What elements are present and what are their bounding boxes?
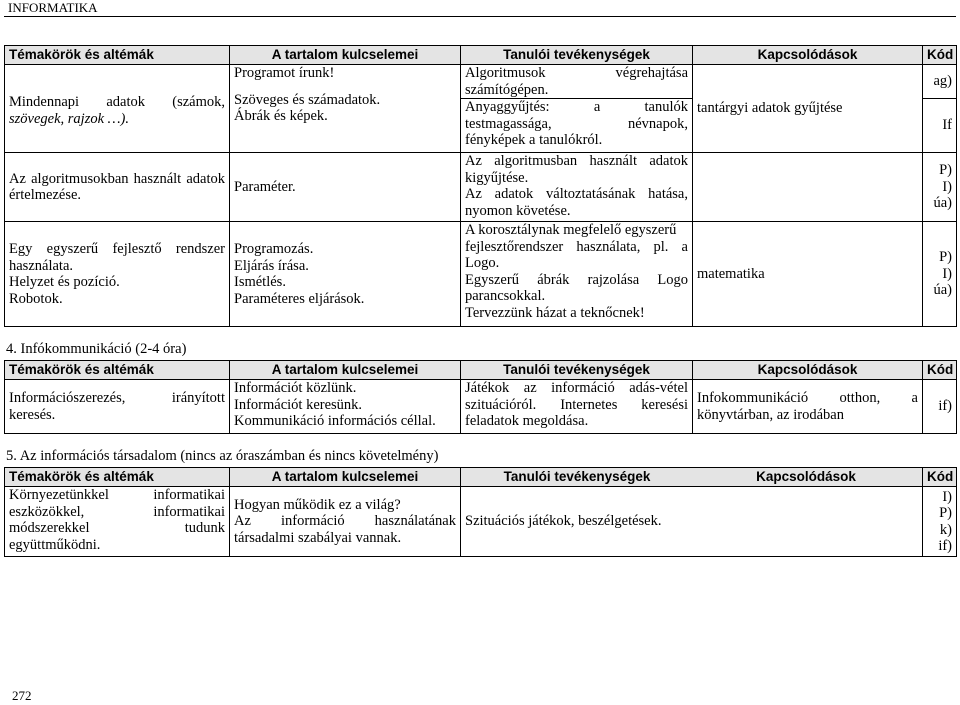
- table-header-row: [5, 468, 957, 487]
- code-line: P) I): [939, 162, 952, 195]
- table-header-row: [5, 361, 957, 380]
- topic-line: keresés.: [9, 406, 56, 423]
- links-line: Infokommunikáció otthon, a: [697, 390, 918, 406]
- content-line: Információt közlünk.: [234, 380, 357, 396]
- col-header-activities-links: [461, 468, 923, 487]
- links-cell: [693, 153, 923, 222]
- activity-line: fejlesztőrendszer használata, pl. a: [465, 238, 688, 255]
- code-cell: [923, 99, 957, 153]
- topic-line: használata.: [9, 257, 74, 274]
- topic-line: eszközökkel, informatikai: [9, 503, 225, 520]
- code-cell: [923, 222, 957, 327]
- topic-line: Egy egyszerű fejlesztő rendszer: [9, 241, 225, 257]
- content-line: Paraméteres eljárások.: [234, 290, 365, 307]
- activity-line: Egyszerű ábrák rajzolása Logo: [465, 271, 688, 288]
- code-text: ag): [933, 73, 952, 90]
- links-text: matematika: [697, 265, 765, 282]
- activity-line: feladatok megoldása.: [465, 413, 589, 429]
- links-cell: [693, 380, 923, 434]
- code-line: k): [939, 521, 952, 538]
- code-line: I) P): [939, 488, 952, 521]
- code-line: úa): [933, 282, 952, 299]
- activity-line: Anyaggyűjtés: a tanulók: [465, 99, 688, 115]
- table-row: [5, 380, 957, 434]
- col-header-code: Kód: [923, 468, 957, 487]
- curriculum-table-3: [4, 467, 957, 557]
- activity-line: parancsokkal.: [465, 288, 546, 304]
- code-text: If: [942, 117, 952, 134]
- activity-line: Tervezzünk házat a teknőcnek!: [465, 304, 645, 321]
- col-header-topics: Témakörök és altémák: [5, 46, 230, 65]
- activities-cell: [461, 380, 693, 434]
- col-header-content: A tartalom kulcselemei: [230, 361, 461, 380]
- page-number: 272: [12, 688, 32, 703]
- content-line: Ismétlés.: [234, 274, 286, 290]
- activity-line: Algoritmusok végrehajtása: [465, 65, 688, 81]
- content-cell: [230, 222, 461, 327]
- col-header-activities: Tanulói tevékenységek: [503, 469, 651, 484]
- topic-line: Robotok.: [9, 290, 63, 307]
- curriculum-table-1: [4, 45, 957, 327]
- col-header-content: A tartalom kulcselemei: [230, 46, 461, 65]
- topic-cell: [5, 65, 230, 153]
- code-cell: [923, 487, 957, 557]
- content-line: Programozás.: [234, 241, 314, 257]
- topic-line: együttműködni.: [9, 536, 101, 553]
- content-line: Információt keresünk.: [234, 396, 363, 413]
- col-header-links: Kapcsolódások: [693, 361, 923, 380]
- table-row: [5, 222, 957, 327]
- topic-cell: [5, 380, 230, 434]
- activities-cell: [461, 222, 693, 327]
- code-line: P) I): [939, 249, 952, 282]
- activity-line: Az adatok változtatásának hatása,: [465, 186, 688, 202]
- col-header-code: Kód: [923, 361, 957, 380]
- activities-cell: [461, 65, 693, 99]
- col-header-activities: Tanulói tevékenységek: [461, 46, 693, 65]
- code-line: if): [938, 538, 952, 554]
- activities-cell: [461, 99, 693, 153]
- content-line: Paraméter.: [234, 178, 296, 195]
- topic-cell: [5, 487, 230, 557]
- topic-line: Környezetünkkel informatikai: [9, 487, 225, 503]
- links-cell: [693, 65, 923, 153]
- page-header-title: INFORMATIKA: [8, 0, 98, 15]
- code-line: úa): [933, 195, 952, 212]
- activity-line: testmagassága, névnapok,: [465, 115, 688, 132]
- activity-line: számítógépen.: [465, 81, 549, 98]
- col-header-activities: Tanulói tevékenységek: [461, 361, 693, 380]
- activity-line: Játékok az információ adás-vétel: [465, 380, 688, 396]
- topic-cell: [5, 222, 230, 327]
- code-cell: [923, 153, 957, 222]
- activities-cell: [461, 153, 693, 222]
- curriculum-table-2: [4, 360, 957, 434]
- section-4-title: 4. Infókommunikáció (2-4 óra): [6, 341, 187, 357]
- content-cell: [230, 153, 461, 222]
- links-cell: [693, 222, 923, 327]
- code-cell: [923, 380, 957, 434]
- content-cell: [230, 65, 461, 153]
- activity-line: kigyűjtése.: [465, 169, 529, 186]
- content-line: társadalmi szabályai vannak.: [234, 529, 402, 546]
- activities-text: Szituációs játékok, beszélgetések.: [465, 513, 662, 530]
- content-line: Hogyan működik ez a világ?: [234, 496, 401, 513]
- topic-line: Helyzet és pozíció.: [9, 274, 120, 290]
- content-line: Kommunikáció információs céllal.: [234, 413, 436, 429]
- activity-line: fényképek a tanulókról.: [465, 132, 603, 148]
- col-header-content: A tartalom kulcselemei: [230, 468, 461, 487]
- col-header-topics: Témakörök és altémák: [5, 468, 230, 487]
- activities-cell: [461, 487, 923, 557]
- code-text: if): [938, 398, 952, 415]
- content-line: Eljárás írása.: [234, 257, 309, 274]
- section-5-title: 5. Az információs társadalom (nincs az óraszámban és nincs követelmény): [6, 448, 439, 464]
- col-header-code: Kód: [923, 46, 957, 65]
- content-cell: [230, 380, 461, 434]
- activity-line: szituációról. Internetes keresési: [465, 396, 688, 413]
- col-header-links: Kapcsolódások: [756, 469, 856, 484]
- table-row: [5, 65, 957, 99]
- header-rule: [4, 16, 956, 17]
- topic-line: Információszerezés, irányított: [9, 390, 225, 406]
- content-line: Programot írunk!: [234, 65, 335, 81]
- activity-line: A korosztálynak megfelelő egyszerű: [465, 222, 677, 238]
- activity-line: Logo.: [465, 255, 500, 271]
- content-line: Szöveges és számadatok.: [234, 91, 381, 108]
- content-cell: [230, 487, 461, 557]
- table-row: [5, 153, 957, 222]
- links-text: tantárgyi adatok gyűjtése: [697, 100, 843, 117]
- table-header-row: [5, 46, 957, 65]
- topic-line: módszerekkel tudunk: [9, 520, 225, 536]
- topic-cell: [5, 153, 230, 222]
- content-line: Az információ használatának: [234, 513, 456, 530]
- topic-line: szövegek, rajzok …).: [9, 110, 130, 127]
- topic-line: értelmezése.: [9, 187, 82, 203]
- col-header-links: Kapcsolódások: [693, 46, 923, 65]
- activity-line: nyomon követése.: [465, 202, 571, 219]
- code-cell: [923, 65, 957, 99]
- topic-line: Az algoritmusokban használt adatok: [9, 170, 225, 187]
- content-line: Ábrák és képek.: [234, 108, 328, 124]
- table-row: [5, 487, 957, 557]
- col-header-topics: Témakörök és altémák: [5, 361, 230, 380]
- topic-line: Mindennapi adatok (számok,: [9, 94, 225, 110]
- links-line: könyvtárban, az irodában: [697, 406, 844, 423]
- activity-line: Az algoritmusban használt adatok: [465, 153, 688, 169]
